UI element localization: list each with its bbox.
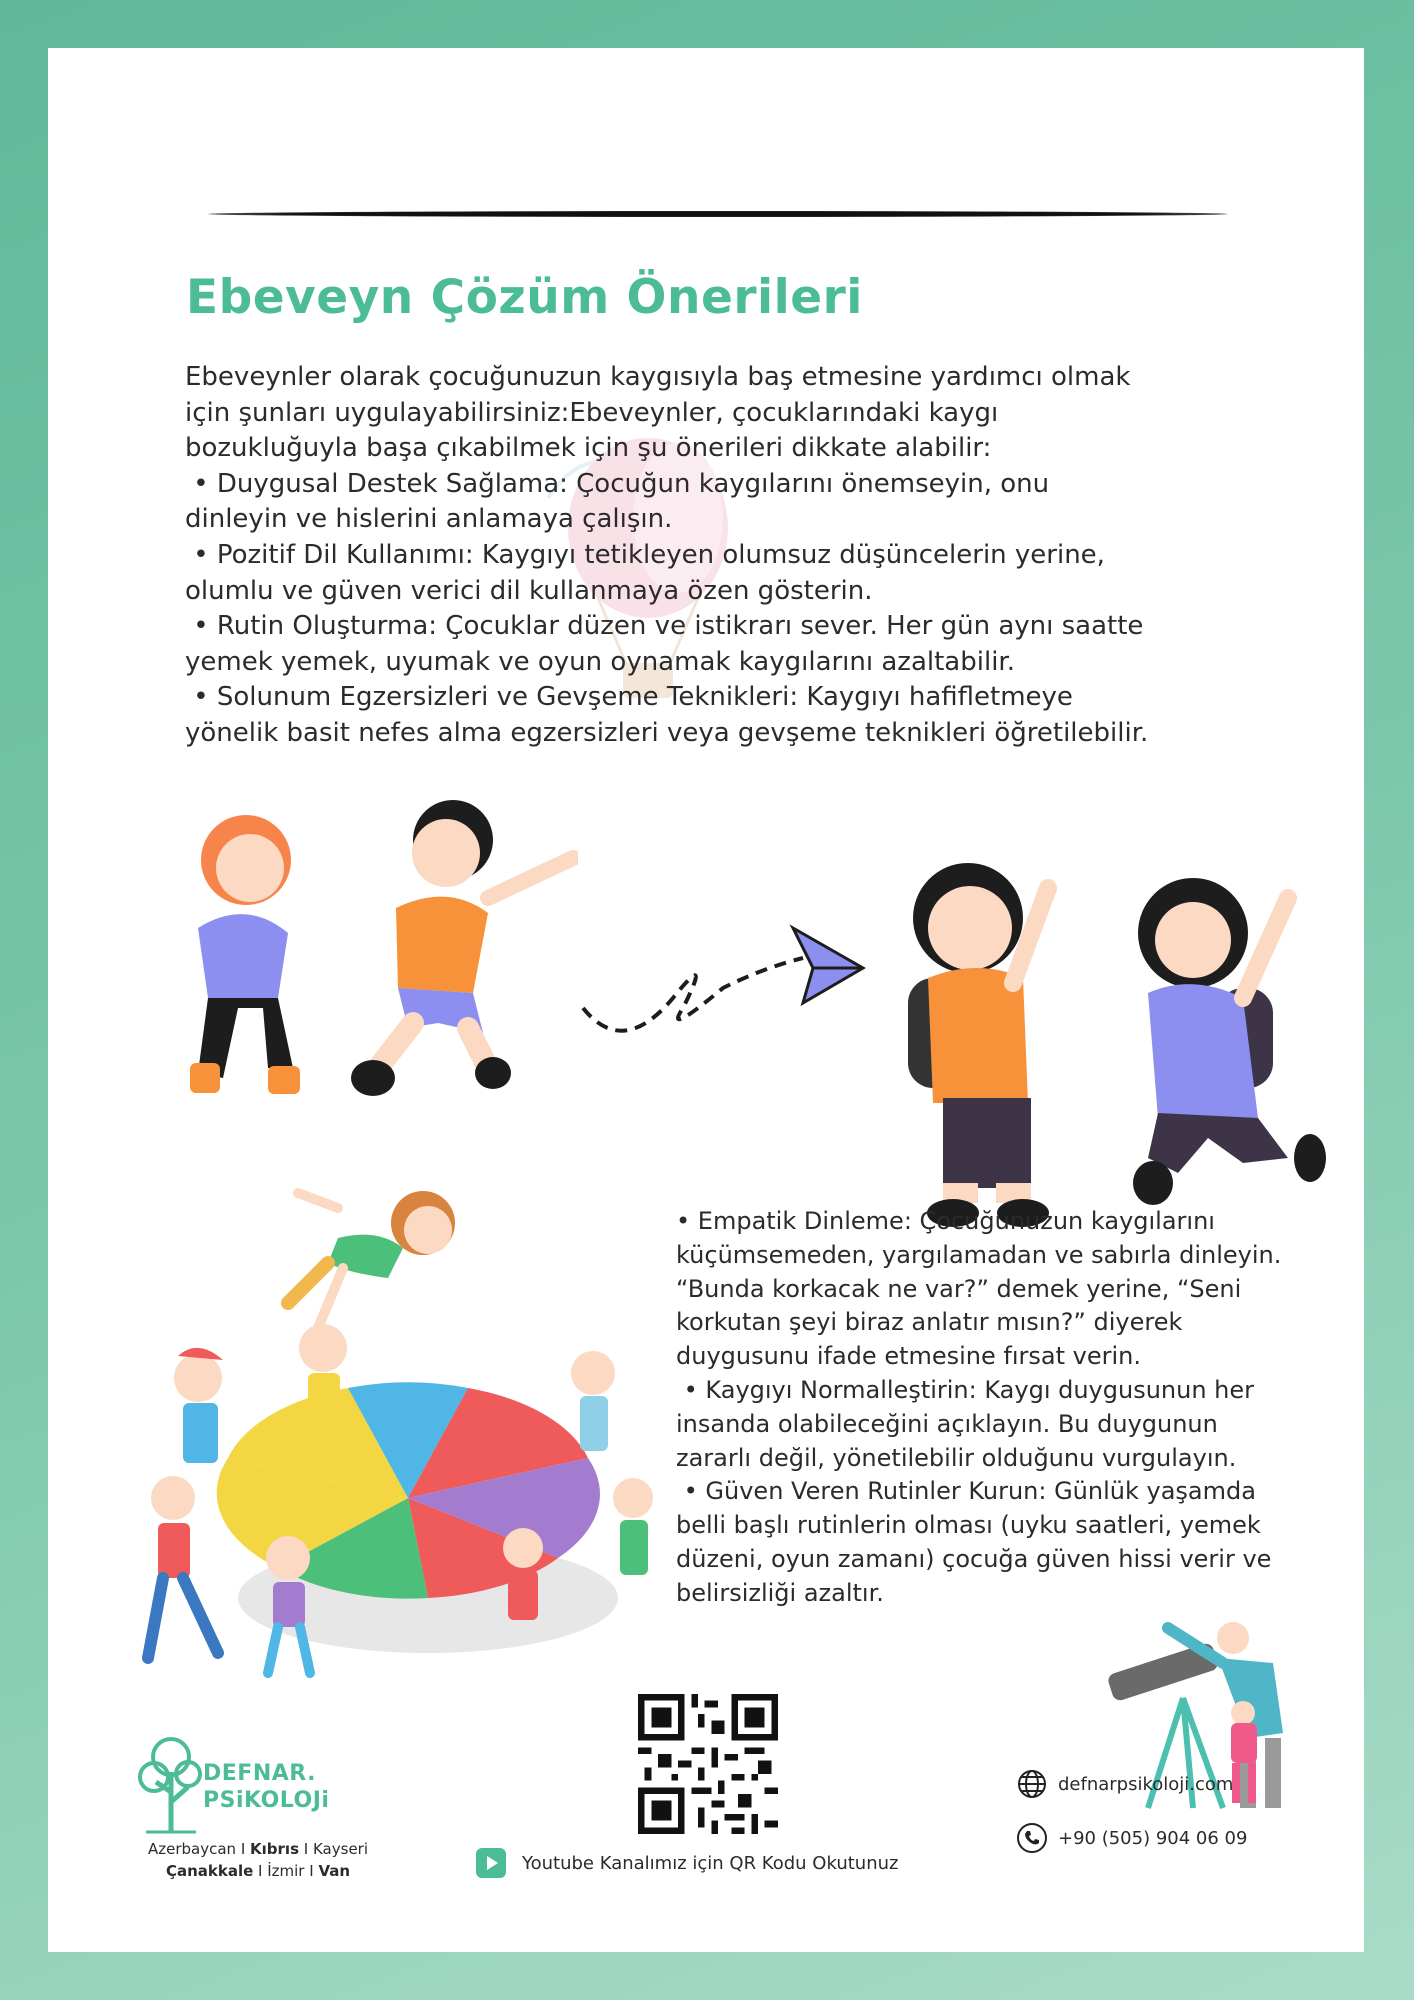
youtube-qr-code[interactable] xyxy=(638,1694,778,1834)
brand-line-2: PSiKOLOJi xyxy=(203,1788,330,1813)
tips-line: insanda olabileceğini açıklayın. Bu duygunun xyxy=(676,1409,1218,1438)
website-row[interactable] xyxy=(1016,1768,1233,1800)
youtube-qr-text: Youtube Kanalımız için QR Kodu Okutunuz xyxy=(522,1852,899,1874)
tips-line: zararlı değil, yönetilebilir olduğunu vurgulayın. xyxy=(676,1443,1237,1472)
separator: I xyxy=(236,1840,251,1858)
phone-icon xyxy=(1016,1822,1048,1854)
running-kids-illustration xyxy=(128,768,578,1108)
tips-line: • Güven Veren Rutinler Kurun: Günlük yaşamda xyxy=(676,1477,1256,1506)
tips-line: küçümsemeden, yargılamadan ve sabırla dinleyin. xyxy=(676,1240,1282,1269)
flyer-page xyxy=(48,48,1364,1952)
tips-line: • Empatik Dinleme: Çocuğunuzun kaygılarını xyxy=(676,1207,1215,1235)
brand-name xyxy=(203,1760,329,1814)
page-title: Ebeveyn Çözüm Önerileri xyxy=(186,270,863,325)
parachute-game-illustration xyxy=(128,1138,688,1698)
separator: I xyxy=(253,1862,268,1880)
city-izmir: İzmir xyxy=(267,1862,305,1880)
phone-row[interactable] xyxy=(1016,1822,1247,1854)
brand-line-1: DEFNAR. xyxy=(203,1761,316,1786)
city-canakkale: Çanakkale xyxy=(165,1862,254,1880)
youtube-row xyxy=(476,1848,898,1878)
intro-line: • Pozitif Dil Kullanımı: Kaygıyı tetikleyen olumsuz düşüncelerin yerine, xyxy=(185,539,1105,570)
website-text[interactable]: defnarpsikoloji.com xyxy=(1058,1773,1234,1795)
intro-line: dinleyin ve hislerini anlamaya çalışın. xyxy=(185,504,673,535)
intro-line: yönelik basit nefes alma egzersizleri veya gevşeme teknikleri öğretilebilir. xyxy=(185,717,1149,748)
separator: I xyxy=(299,1840,313,1858)
intro-text xyxy=(185,360,1270,752)
intro-line: yemek yemek, uyumak ve oyun oynamak kaygılarını azaltabilir. xyxy=(185,646,1015,677)
waving-kids-illustration xyxy=(848,828,1348,1238)
city-list xyxy=(108,1838,408,1882)
intro-line: olumlu ve güven verici dil kullanmaya özen gösterin. xyxy=(185,575,873,606)
tips-line: belli başlı rutinlerin olması (uyku saatleri, yemek xyxy=(676,1511,1261,1540)
globe-icon xyxy=(1016,1768,1048,1800)
intro-line: bozukluğuyla başa çıkabilmek için şu önerileri dikkate alabilir: xyxy=(185,433,992,464)
intro-line: • Solunum Egzersizleri ve Gevşeme Teknikleri: Kaygıyı hafifletmeye xyxy=(185,682,1073,713)
city-kayseri: Kayseri xyxy=(312,1840,369,1858)
separator: I xyxy=(304,1862,319,1880)
tips-line: düzeni, oyun zamanı) çocuğa güven hissi verir ve xyxy=(676,1544,1272,1573)
tips-line: “Bunda korkacak ne var?” demek yerine, “Seni xyxy=(676,1274,1242,1303)
tips-line: • Kaygıyı Normalleştirin: Kaygı duygusunun her xyxy=(676,1375,1255,1404)
city-azerbaycan: Azerbaycan xyxy=(147,1840,237,1858)
tips-text xyxy=(676,1205,1356,1611)
tips-line: duygusunu ifade etmesine fırsat verin. xyxy=(676,1342,1141,1371)
top-divider xyxy=(208,211,1228,217)
intro-line: Ebeveynler olarak çocuğunuzun kaygısıyla baş etmesine yardımcı olmak xyxy=(185,362,1131,392)
intro-line: için şunları uygulayabilirsiniz:Ebeveynler, çocuklarındaki kaygı xyxy=(185,397,999,428)
city-van: Van xyxy=(318,1862,351,1880)
paper-plane-icon xyxy=(563,868,873,1038)
tips-line: korkutan şeyi biraz anlatır mısın?” diyerek xyxy=(676,1308,1183,1337)
youtube-icon xyxy=(476,1848,506,1878)
intro-line: • Rutin Oluşturma: Çocuklar düzen ve istikrarı sever. Her gün aynı saatte xyxy=(185,611,1144,642)
phone-text[interactable]: +90 (505) 904 06 09 xyxy=(1058,1827,1248,1849)
city-kibris: Kıbrıs xyxy=(250,1840,300,1858)
intro-line: • Duygusal Destek Sağlama: Çocuğun kaygılarını önemseyin, onu xyxy=(185,468,1050,499)
defnar-logo-icon xyxy=(136,1732,206,1842)
tips-line: belirsizliği azaltır. xyxy=(676,1578,884,1607)
